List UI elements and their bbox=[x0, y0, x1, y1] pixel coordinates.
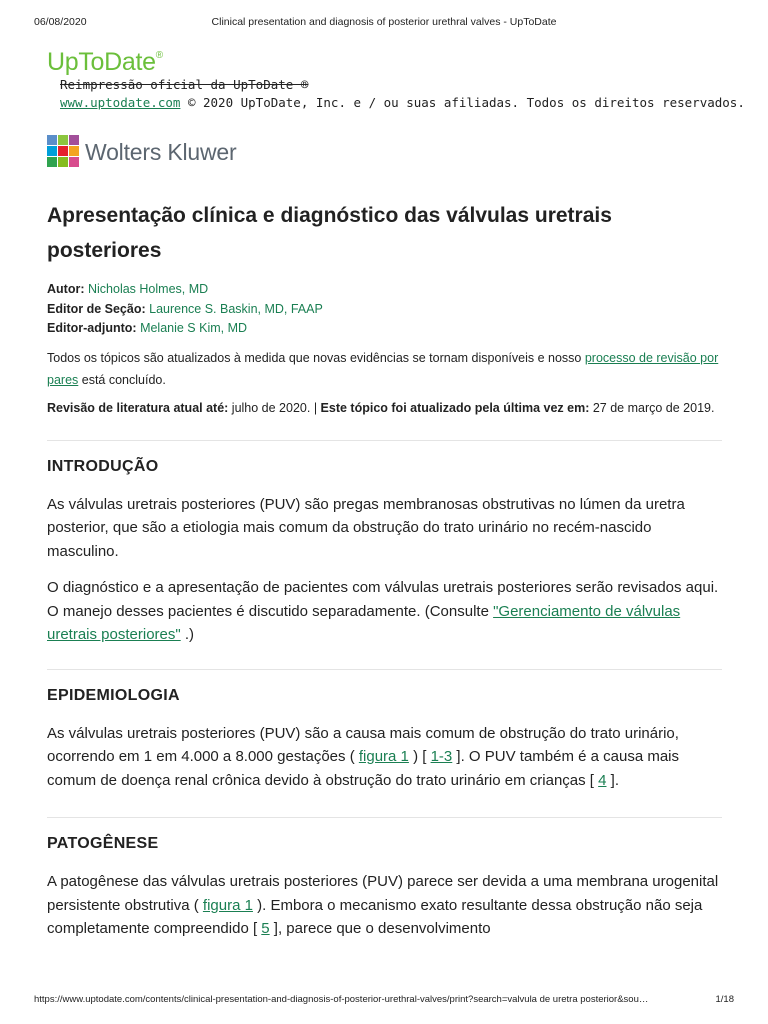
copyright-text: © 2020 UpToDate, Inc. e / ou suas afiliadas. Todos os direitos reservados. bbox=[180, 95, 745, 110]
literature-review-date: julho de 2020. | bbox=[228, 400, 321, 415]
registered-mark: ® bbox=[155, 50, 163, 61]
paragraph-text: ) [ bbox=[408, 748, 431, 765]
section-divider bbox=[47, 669, 722, 670]
wolters-kluwer-logo-icon bbox=[47, 135, 79, 167]
uptodate-site-link[interactable]: www.uptodate.com bbox=[60, 95, 181, 110]
deputy-editor-label: Editor-adjunto: bbox=[47, 321, 137, 335]
paragraph bbox=[47, 576, 722, 647]
author-row bbox=[47, 280, 722, 300]
figure-1-link[interactable]: figura 1 bbox=[358, 748, 409, 765]
section-epidemiology bbox=[47, 687, 722, 793]
update-note-end: está concluído. bbox=[78, 372, 166, 387]
section-introduction bbox=[47, 458, 722, 647]
paragraph bbox=[47, 722, 722, 793]
update-note-text: Todos os tópicos são atualizados à medida que novas evidências se tornam disponíveis e nosso bbox=[47, 350, 585, 365]
deputy-editor-row bbox=[47, 319, 722, 339]
section-divider bbox=[47, 440, 722, 441]
last-updated-date: 27 de março de 2019. bbox=[589, 400, 715, 415]
reference-link[interactable]: 4 bbox=[598, 771, 607, 789]
last-updated-label: Este tópico foi atualizado pela última vez em: bbox=[320, 400, 590, 415]
uptodate-logo[interactable] bbox=[47, 48, 163, 77]
paragraph-text: O diagnóstico e a apresentação de pacientes com válvulas uretrais posteriores serão revisados aqui. O manejo desses pacientes é discutido separadamente. (Consulte bbox=[47, 579, 719, 620]
print-page-title: Clinical presentation and diagnosis of posterior urethral valves - UpToDate bbox=[211, 16, 557, 28]
section-heading: EPIDEMIOLOGIA bbox=[47, 686, 180, 704]
author-label: Autor: bbox=[47, 282, 85, 296]
section-heading: PATOGÊNESE bbox=[47, 835, 159, 852]
peer-review-link[interactable]: processo de revisão por pares bbox=[47, 350, 719, 387]
paragraph-text: ], parece que o desenvolvimento bbox=[269, 920, 491, 937]
paragraph-text: ). Embora o mecanismo exato resultante dessa obstrução não seja completamente compreendido [ bbox=[47, 896, 703, 937]
uptodate-logo-text: UpToDate bbox=[47, 48, 156, 76]
paragraph-text: .) bbox=[180, 626, 195, 643]
reference-link[interactable]: 1-3 bbox=[430, 748, 453, 765]
section-editor-link[interactable]: Laurence S. Baskin, MD, FAAP bbox=[149, 301, 323, 316]
article-title: Apresentação clínica e diagnóstico das válvulas uretrais posteriores bbox=[47, 204, 612, 262]
paragraph bbox=[47, 870, 722, 941]
publisher-name: Wolters Kluwer bbox=[85, 139, 237, 165]
official-reprint-notice: Reimpressão oficial da UpToDate ® bbox=[60, 77, 309, 92]
article-content bbox=[47, 198, 722, 941]
revision-info bbox=[47, 398, 722, 418]
print-date: 06/08/2020 bbox=[34, 16, 87, 28]
management-topic-link[interactable]: "Gerenciamento de válvulas uretrais posteriores" bbox=[47, 602, 681, 643]
author-list bbox=[47, 280, 722, 339]
paragraph-text: ]. bbox=[606, 771, 619, 789]
page-number: 1/18 bbox=[715, 994, 734, 1005]
figure-1-link[interactable]: figura 1 bbox=[202, 896, 253, 914]
section-heading: INTRODUÇÃO bbox=[47, 457, 159, 475]
copyright-notice bbox=[60, 95, 745, 110]
author-link[interactable]: Nicholas Holmes, MD bbox=[87, 282, 209, 296]
paragraph-text: As válvulas uretrais posteriores (PUV) são a causa mais comum de obstrução do trato urinário, ocorrendo em 1 em 4.000 a 8.000 gestações ( bbox=[47, 724, 679, 765]
literature-review-label: Revisão de literatura atual até: bbox=[47, 400, 229, 415]
deputy-editor-link[interactable]: Melanie S Kim, MD bbox=[140, 321, 248, 335]
section-editor-row bbox=[47, 300, 722, 320]
paragraph-text: A patogênese das válvulas uretrais posteriores (PUV) parece ser devida a uma membrana urogenital persistente obstrutiva ( bbox=[47, 873, 719, 914]
print-url: https://www.uptodate.com/contents/clinical-presentation-and-diagnosis-of-posterior-urethral-valves/print?search=valvula de uretra posterior&sou… bbox=[34, 994, 649, 1005]
section-editor-label: Editor de Seção: bbox=[47, 301, 146, 316]
paragraph: As válvulas uretrais posteriores (PUV) são pregas membranosas obstrutivas no lúmen da uretra posterior, que são a etiologia mais comum da obstrução do trato urinário no recém-nascido masculino. bbox=[47, 495, 685, 560]
section-pathogenesis bbox=[47, 835, 722, 941]
print-footer bbox=[34, 994, 734, 1008]
reference-link[interactable]: 5 bbox=[261, 920, 270, 937]
section-divider bbox=[47, 817, 722, 818]
print-header bbox=[34, 16, 734, 30]
paragraph-text: ]. O PUV também é a causa mais comum de doença renal crônica devido à obstrução do trato urinário em crianças [ bbox=[47, 748, 680, 789]
update-note bbox=[47, 347, 722, 391]
